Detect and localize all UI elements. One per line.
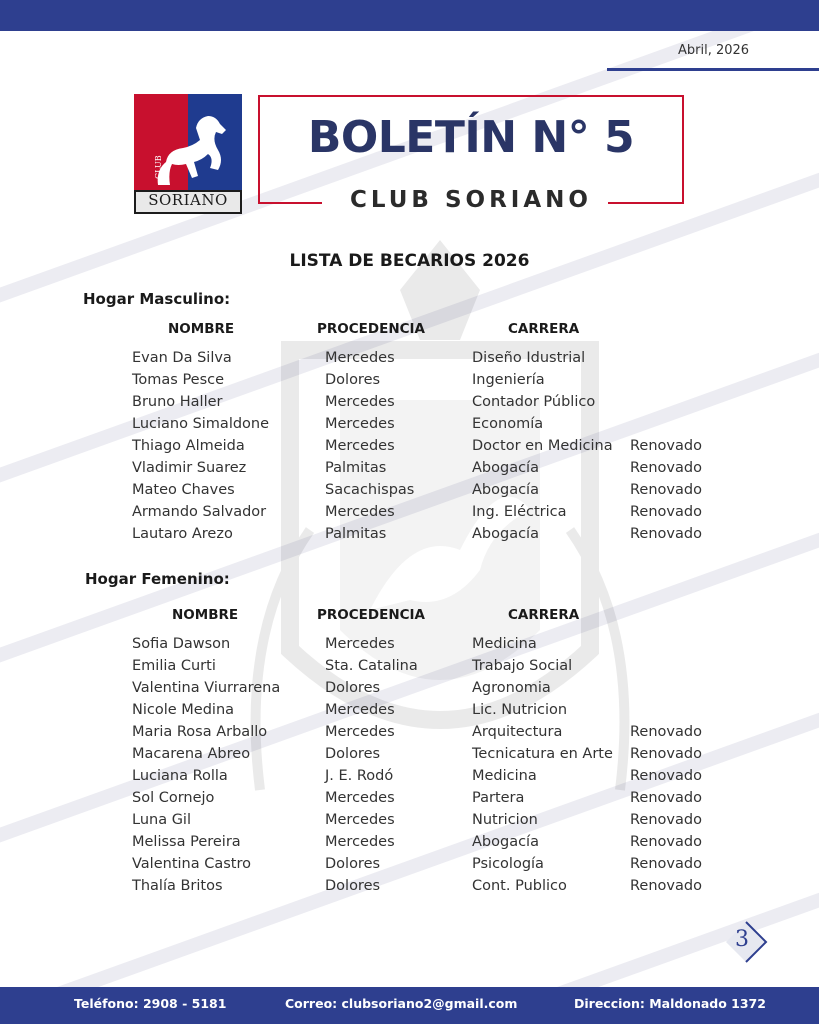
- scholar-name: Valentina Castro: [132, 856, 251, 872]
- scholar-origin: Mercedes: [325, 394, 395, 410]
- table-row: [0, 416, 819, 438]
- scholar-career: Economía: [472, 416, 544, 432]
- table-row: [0, 702, 819, 724]
- scholar-origin: Palmitas: [325, 460, 387, 476]
- table-row: [0, 394, 819, 416]
- scholar-origin: Dolores: [325, 372, 381, 388]
- scholar-name: Emilia Curti: [132, 658, 216, 674]
- scholar-origin: Dolores: [325, 856, 381, 872]
- scholar-career: Lic. Nutricion: [472, 702, 568, 718]
- scholar-name: Thalía Britos: [132, 878, 223, 894]
- table-row: [0, 526, 819, 548]
- scholar-name: Macarena Abreo: [132, 746, 251, 762]
- female-col-origin: PROCEDENCIA: [317, 607, 425, 623]
- scholar-origin: Mercedes: [325, 504, 395, 520]
- scholar-career: Abogacía: [472, 482, 539, 498]
- table-row: [0, 812, 819, 834]
- scholar-origin: Mercedes: [325, 636, 395, 652]
- table-row: [0, 680, 819, 702]
- scholar-name: Sol Cornejo: [132, 790, 215, 806]
- table-row: [0, 482, 819, 504]
- scholar-name: Vladimir Suarez: [132, 460, 247, 476]
- scholar-status: Renovado: [630, 438, 702, 454]
- scholar-career: Ingeniería: [472, 372, 545, 388]
- male-section-label: Hogar Masculino:: [83, 290, 231, 308]
- scholar-status: Renovado: [630, 768, 702, 784]
- table-row: [0, 350, 819, 372]
- scholar-name: Mateo Chaves: [132, 482, 235, 498]
- scholar-origin: Palmitas: [325, 526, 387, 542]
- list-title: LISTA DE BECARIOS 2026: [289, 251, 530, 271]
- scholar-status: Renovado: [630, 460, 702, 476]
- scholar-status: Renovado: [630, 746, 702, 762]
- date-rule: [607, 68, 819, 71]
- scholar-status: Renovado: [630, 790, 702, 806]
- scholar-career: Partera: [472, 790, 525, 806]
- scholar-status: Renovado: [630, 812, 702, 828]
- footer-phone: Teléfono: 2908 - 5181: [74, 996, 227, 1011]
- scholar-origin: Mercedes: [325, 438, 395, 454]
- table-row: [0, 878, 819, 900]
- female-col-name: NOMBRE: [172, 607, 239, 623]
- logo-name: SORIANO: [148, 191, 228, 209]
- scholar-name: Evan Da Silva: [132, 350, 232, 366]
- scholar-status: Renovado: [630, 856, 702, 872]
- table-row: [0, 724, 819, 746]
- footer-address: Direccion: Maldonado 1372: [574, 996, 766, 1011]
- scholar-name: Valentina Viurrarena: [132, 680, 281, 696]
- scholar-career: Tecnicatura en Arte: [472, 746, 613, 762]
- scholar-career: Nutricion: [472, 812, 538, 828]
- scholar-origin: Mercedes: [325, 812, 395, 828]
- scholar-career: Contador Público: [472, 394, 596, 410]
- scholar-name: Armando Salvador: [132, 504, 267, 520]
- scholar-career: Psicología: [472, 856, 544, 872]
- scholar-name: Melissa Pereira: [132, 834, 241, 850]
- scholar-name: Thiago Almeida: [132, 438, 245, 454]
- scholar-origin: Mercedes: [325, 702, 395, 718]
- table-row: [0, 372, 819, 394]
- scholar-status: Renovado: [630, 834, 702, 850]
- scholar-career: Medicina: [472, 636, 537, 652]
- table-row: [0, 856, 819, 878]
- scholar-name: Luciano Simaldone: [132, 416, 270, 432]
- scholar-name: Tomas Pesce: [132, 372, 225, 388]
- top-bar: [0, 0, 819, 31]
- scholar-origin: J. E. Rodó: [325, 768, 394, 784]
- scholar-career: Abogacía: [472, 526, 539, 542]
- table-row: [0, 504, 819, 526]
- scholar-name: Luna Gil: [132, 812, 191, 828]
- page-number: 3: [735, 927, 749, 952]
- scholar-origin: Mercedes: [325, 350, 395, 366]
- male-col-career: CARRERA: [508, 321, 580, 337]
- scholar-name: Bruno Haller: [132, 394, 223, 410]
- scholar-origin: Dolores: [325, 878, 381, 894]
- scholar-career: Agronomia: [472, 680, 551, 696]
- scholar-status: Renovado: [630, 724, 702, 740]
- scholar-origin: Dolores: [325, 746, 381, 762]
- scholar-name: Sofia Dawson: [132, 636, 231, 652]
- issue-date: Abril, 2026: [678, 43, 750, 58]
- scholar-status: Renovado: [630, 482, 702, 498]
- bulletin-title: BOLETÍN N° 5: [307, 112, 635, 163]
- table-row: [0, 636, 819, 658]
- male-col-name: NOMBRE: [168, 321, 235, 337]
- table-row: [0, 834, 819, 856]
- table-row: [0, 658, 819, 680]
- table-row: [0, 746, 819, 768]
- table-row: [0, 438, 819, 460]
- scholar-career: Doctor en Medicina: [472, 438, 613, 454]
- club-name: CLUB SORIANO: [350, 187, 592, 213]
- male-col-origin: PROCEDENCIA: [317, 321, 425, 337]
- scholar-name: Nicole Medina: [132, 702, 235, 718]
- scholar-origin: Mercedes: [325, 790, 395, 806]
- scholar-career: Abogacía: [472, 834, 539, 850]
- logo-club-text: CLUB: [154, 155, 163, 179]
- scholar-status: Renovado: [630, 878, 702, 894]
- table-row: [0, 768, 819, 790]
- scholar-career: Ing. Eléctrica: [472, 504, 567, 520]
- scholar-career: Medicina: [472, 768, 537, 784]
- scholar-career: Arquitectura: [472, 724, 563, 740]
- scholar-origin: Sta. Catalina: [325, 658, 418, 674]
- scholar-name: Maria Rosa Arballo: [132, 724, 268, 740]
- table-row: [0, 460, 819, 482]
- table-row: [0, 790, 819, 812]
- scholar-career: Diseño Idustrial: [472, 350, 586, 366]
- scholar-origin: Dolores: [325, 680, 381, 696]
- scholar-origin: Mercedes: [325, 834, 395, 850]
- scholar-origin: Sacachispas: [325, 482, 415, 498]
- female-section-label: Hogar Femenino:: [85, 570, 230, 588]
- scholar-name: Lautaro Arezo: [132, 526, 233, 542]
- horse-icon: [138, 110, 238, 190]
- scholar-status: Renovado: [630, 526, 702, 542]
- female-col-career: CARRERA: [508, 607, 580, 623]
- scholar-status: Renovado: [630, 504, 702, 520]
- club-logo: [134, 94, 242, 214]
- scholar-origin: Mercedes: [325, 416, 395, 432]
- scholar-career: Abogacía: [472, 460, 539, 476]
- scholar-career: Cont. Publico: [472, 878, 567, 894]
- scholar-origin: Mercedes: [325, 724, 395, 740]
- scholar-career: Trabajo Social: [472, 658, 573, 674]
- footer-email[interactable]: Correo: clubsoriano2@gmail.com: [285, 996, 518, 1011]
- scholar-name: Luciana Rolla: [132, 768, 228, 784]
